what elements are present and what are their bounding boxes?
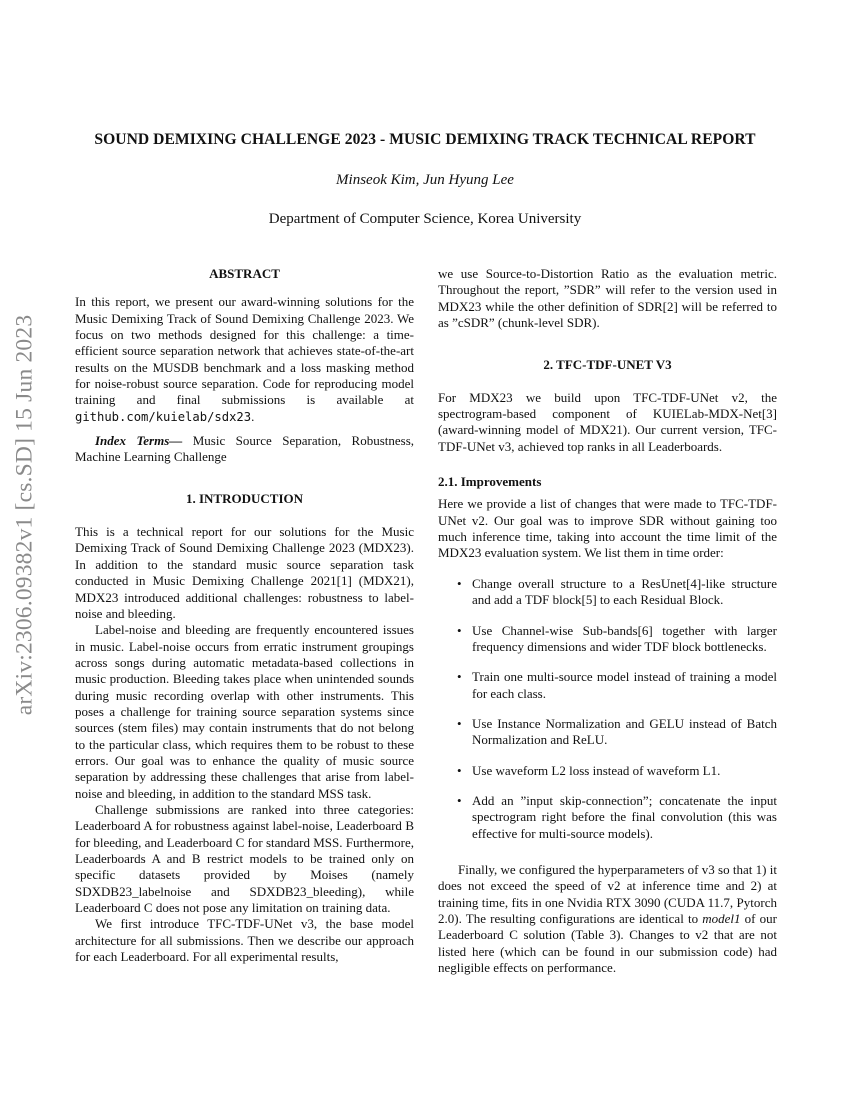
paper-authors: Minseok Kim, Jun Hyung Lee	[336, 172, 514, 188]
intro-paragraph: Challenge submissions are ranked into three categories: Leaderboard A for robustness against label-noise, Leaderboard B for bleeding, and Leaderboard C for standard MSS. Furthermore, Leaderboards A and B restrict models to be trained only on specific datasets provided by Moises (namely SDXDB23_labelnoise and SDXDB23_bleeding), while Leaderboard C does not pose any limitation on training data.	[75, 801, 414, 916]
list-item-text: Change overall structure to a ResUnet[4]-like structure and add a TDF block[5] to each Residual Block.	[472, 575, 777, 608]
subsection-intro: Here we provide a list of changes that were made to TFC-TDF-UNet v2. Our goal was to improve SDR without gaining too much inference time, taking into account the time limit of the MDX23 evaluation system. We list them in time order:	[438, 496, 777, 561]
list-item	[438, 576, 777, 609]
right-column	[438, 266, 777, 976]
list-item	[438, 623, 777, 656]
final-text-end: of our Leaderboard C solution (Table 3). Changes to v2 that are not listed here (which can be found in our submission code) had negligible effects on performance.	[438, 910, 777, 975]
section2-heading: 2. TFC-TDF-UNET V3	[543, 357, 672, 373]
paper-affiliation: Department of Computer Science, Korea University	[268, 211, 582, 227]
list-item	[438, 763, 777, 779]
bullet-icon: •	[457, 669, 462, 685]
section2-paragraph: For MDX23 we build upon TFC-TDF-UNet v2, the spectrogram-based component of KUIELab-MDX-Net[3] (award-winning model of MDX21). Our current version, TFC-TDF-UNet v3, achieved top ranks in all Leaderboards.	[438, 389, 777, 454]
intro-paragraph: Label-noise and bleeding are frequently encountered issues in music. Label-noise occurs from erratic instrument groupings across songs during automatic metadata-based collections in music production. Bleeding takes place when unintended sounds during music recording overlap with other instruments. This poses a challenge for training source separation systems since sources (stem files) may contain instruments that do not belong to the particular class, which requires them to be robust to these errors. Our goal was to enhance the quality of music source separation by addressing these challenges that arise from label-noise and bleeding, in addition to the standard MSS task.	[75, 622, 414, 801]
bullet-icon: •	[457, 792, 462, 808]
code-link[interactable]: github.com/kuielab/sdx23	[75, 409, 252, 424]
introduction-heading: 1. INTRODUCTION	[185, 490, 303, 506]
list-item-text: Train one multi-source model instead of training a model for each class.	[472, 669, 777, 701]
bullet-icon: •	[457, 575, 462, 591]
abstract-heading: ABSTRACT	[209, 266, 280, 281]
bullet-icon: •	[457, 762, 462, 778]
model-name: model1	[702, 910, 741, 926]
intro-paragraph: This is a technical report for our solutions for the Music Demixing Track of Sound Demixing Challenge 2023 (MDX23). In addition to the standard music source separation task conducted in Music Demixing Challenge 2021[1] (MDX21), MDX23 introduced additional challenges: robustness to label-noise and bleeding.	[75, 524, 414, 621]
list-item	[438, 716, 777, 749]
list-item	[438, 793, 777, 842]
index-terms	[75, 433, 414, 466]
intro-paragraph: We first introduce TFC-TDF-UNet v3, the base model architecture for all submissions. Then we describe our approach for each Leaderboard. For all experimental results,	[75, 916, 414, 965]
list-item-text: Use Channel-wise Sub-bands[6] together with larger frequency dimensions and wider TDF block bottlenecks.	[472, 622, 777, 654]
list-item-text: Use waveform L2 loss instead of waveform L1.	[472, 762, 721, 778]
improvements-list	[438, 576, 777, 842]
left-column	[75, 266, 414, 965]
final-text: Finally, we configured the hyperparameters of v3 so that 1) it does not exceed the speed of v2 at inference time and 2) at training time, fits in one Nvidia RTX 3090 (CUDA 11.7, Pytorch 2.0). The resulting configurations are identical to	[438, 861, 777, 926]
list-item-text: Use Instance Normalization and GELU instead of Batch Normalization and ReLU.	[472, 715, 777, 748]
bullet-icon: •	[457, 715, 462, 731]
bullet-icon: •	[457, 622, 462, 638]
index-terms-text: Music Source Separation, Robustness, Machine Learning Challenge	[75, 433, 414, 465]
subsection-heading: 2.1. Improvements	[438, 474, 542, 490]
arxiv-identifier: arXiv:2306.09382v1 [cs.SD] 15 Jun 2023	[11, 314, 38, 716]
list-item	[438, 669, 777, 702]
paper-title: SOUND DEMIXING CHALLENGE 2023 - MUSIC DEMIXING TRACK TECHNICAL REPORT	[94, 131, 756, 148]
abstract-end: .	[251, 408, 255, 424]
continuation-paragraph: we use Source-to-Distortion Ratio as the evaluation metric. Throughout the report, ”SDR” will refer to the version used in MDX23 while the other definition of SDR[2] will be referred to as ”cSDR” (chunk-level SDR).	[438, 266, 777, 331]
final-paragraph	[438, 862, 777, 976]
index-terms-label: Index Terms—	[95, 433, 183, 449]
arxiv-side-stamp	[0, 266, 50, 764]
list-item-text: Add an ”input skip-connection”; concatenate the input spectrogram right before the final convolution (this was effective for multi-source models).	[472, 792, 777, 841]
abstract-text	[75, 294, 414, 425]
abstract-body: In this report, we present our award-winning solutions for the Music Demixing Track of Sound Demixing Challenge 2023. We focus on two methods designed for this challenge: a time-efficient source separation network that achieves state-of-the-art results on the MUSDB benchmark and a loss masking method for noise-robust source separation. Code for reproducing model training and final submissions is available at	[75, 294, 414, 408]
